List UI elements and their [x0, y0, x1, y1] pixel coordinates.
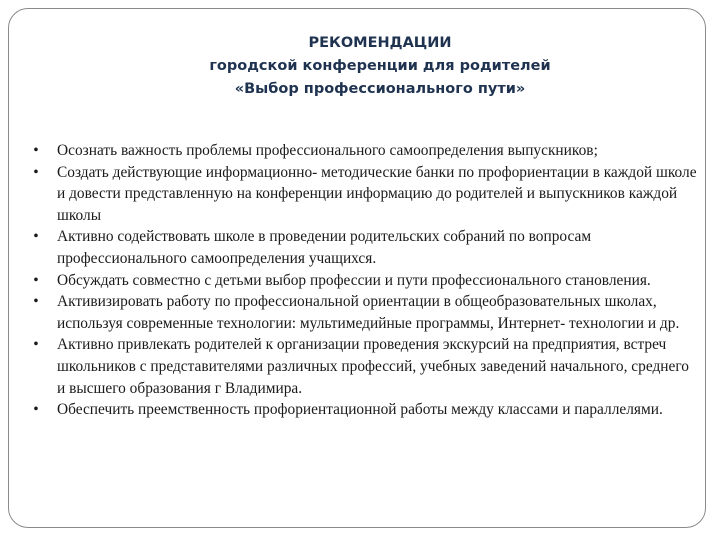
bullet-icon: • — [33, 401, 39, 419]
recommendations-list — [30, 140, 698, 421]
bullet-icon: • — [33, 142, 39, 159]
bullet-icon: • — [33, 336, 39, 354]
title-block — [40, 32, 720, 101]
list-item — [30, 140, 698, 162]
list-item-text: Активизировать работу по профессиональной ориентации в общеобразовательных школах, используя современные технологии: мультимедийные программы, Интернет- технологии и др. — [57, 293, 680, 332]
list-item-text: Создать действующие информационно- методические банки по профориентации в каждой школе и довести представленную на конференции информацию до родителей и выпускников каждой школы — [57, 163, 697, 224]
bullet-icon: • — [33, 228, 39, 246]
list-item-text: Обсуждать совместно с детьми выбор профессии и пути профессионального становления. — [57, 271, 651, 289]
bullet-icon: • — [33, 271, 39, 289]
page-subtitle-theme: «Выбор профессионального пути» — [234, 81, 526, 97]
list-item-text: Обеспечить преемственность профориентационной работы между классами и параллелями. — [57, 401, 663, 419]
page-subtitle-conference: городской конференции для родителей — [209, 58, 551, 74]
list-item — [30, 399, 698, 421]
list-item-text: Активно привлекать родителей к организации проведения экскурсий на предприятия, встреч школьников с представителями различных профессий, учебных заведений начального, среднего и высшего образования г Владимира. — [57, 336, 689, 397]
list-item-text: Осознать важность проблемы профессионального самоопределения выпускников; — [57, 142, 598, 159]
list-item — [30, 162, 698, 227]
bullet-icon: • — [33, 293, 39, 311]
list-item — [30, 334, 698, 399]
bullet-icon: • — [33, 163, 39, 181]
list-item — [30, 291, 698, 334]
list-item — [30, 270, 698, 292]
page-title: РЕКОМЕНДАЦИИ — [308, 35, 452, 51]
list-item — [30, 226, 698, 269]
list-item-text: Активно содействовать школе в проведении родительских собраний по вопросам профессионального самоопределения учащихся. — [57, 228, 592, 267]
